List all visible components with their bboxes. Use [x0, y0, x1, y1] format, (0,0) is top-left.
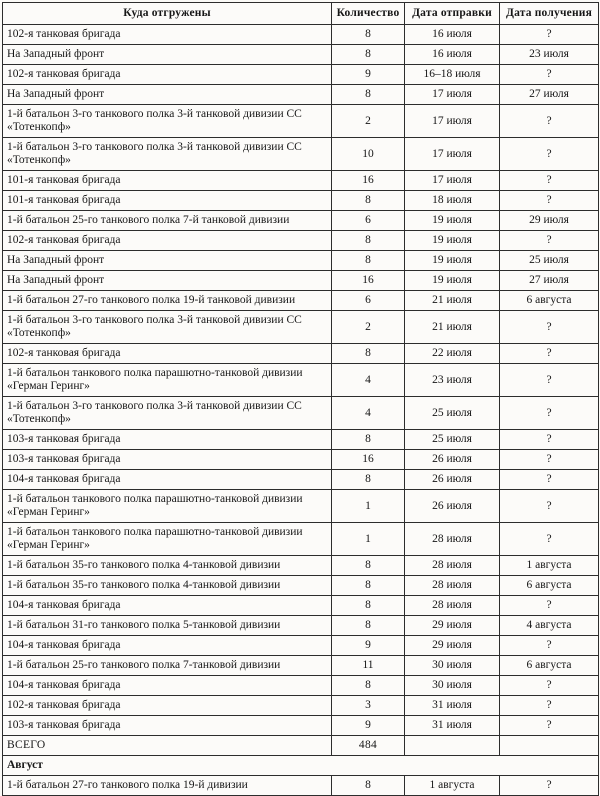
- cell-quantity: 2: [332, 311, 405, 344]
- cell-date-received: ?: [500, 430, 599, 450]
- table-row: [3, 65, 599, 85]
- table-row: [3, 470, 599, 490]
- table-row: [3, 576, 599, 596]
- table-row: [3, 776, 599, 796]
- cell-date-sent: 28 июля: [405, 596, 500, 616]
- section-row: [3, 756, 599, 776]
- table-row: [3, 656, 599, 676]
- cell-quantity: 16: [332, 271, 405, 291]
- cell-date-received: ?: [500, 364, 599, 397]
- cell-destination: 1-й батальон 27-го танкового полка 19-й танковой дивизии: [3, 291, 332, 311]
- cell-date-sent: 28 июля: [405, 523, 500, 556]
- cell-date-sent: 23 июля: [405, 364, 500, 397]
- cell-quantity: 8: [332, 344, 405, 364]
- table-row: [3, 105, 599, 138]
- cell-destination: 104-я танковая бригада: [3, 470, 332, 490]
- cell-date-sent: 28 июля: [405, 576, 500, 596]
- cell-date-received: ?: [500, 696, 599, 716]
- cell-date-sent: 28 июля: [405, 556, 500, 576]
- cell-quantity: 8: [332, 251, 405, 271]
- cell-date-received: ?: [500, 25, 599, 45]
- cell-quantity: 16: [332, 450, 405, 470]
- cell-destination: На Западный фронт: [3, 271, 332, 291]
- col-header-quantity: Количество: [332, 3, 405, 25]
- table-row: [3, 85, 599, 105]
- table-row: [3, 271, 599, 291]
- table-row: [3, 616, 599, 636]
- table-row: [3, 311, 599, 344]
- cell-destination: 1-й батальон 35-го танкового полка 4-танковой дивизии: [3, 576, 332, 596]
- table-row: [3, 251, 599, 271]
- cell-date-sent: 25 июля: [405, 397, 500, 430]
- cell-date-sent: 17 июля: [405, 138, 500, 171]
- cell-destination: 103-я танковая бригада: [3, 716, 332, 736]
- table-row: [3, 191, 599, 211]
- table-row: [3, 450, 599, 470]
- cell-quantity: 8: [332, 45, 405, 65]
- cell-destination: На Западный фронт: [3, 251, 332, 271]
- cell-destination: 104-я танковая бригада: [3, 676, 332, 696]
- table-row: [3, 696, 599, 716]
- col-header-date-sent: Дата отправки: [405, 3, 500, 25]
- cell-date-received: ?: [500, 171, 599, 191]
- cell-date-received: 25 июля: [500, 251, 599, 271]
- cell-date-sent: 17 июля: [405, 85, 500, 105]
- cell-quantity: 4: [332, 397, 405, 430]
- total-row: [3, 736, 599, 756]
- cell-date-sent: 26 июля: [405, 470, 500, 490]
- cell-quantity: 3: [332, 696, 405, 716]
- cell-quantity: 8: [332, 85, 405, 105]
- table-row: [3, 211, 599, 231]
- cell-date-sent: 31 июля: [405, 696, 500, 716]
- cell-quantity: 8: [332, 616, 405, 636]
- cell-quantity: 8: [332, 231, 405, 251]
- cell-date-received: ?: [500, 716, 599, 736]
- table-row: [3, 291, 599, 311]
- cell-quantity: 6: [332, 291, 405, 311]
- cell-destination: 101-я танковая бригада: [3, 171, 332, 191]
- cell-date-received: 29 июля: [500, 211, 599, 231]
- table-row: [3, 397, 599, 430]
- cell-destination: 1-й батальон 25-го танкового полка 7-танковой дивизии: [3, 656, 332, 676]
- cell-date-sent: 25 июля: [405, 430, 500, 450]
- col-header-destination: Куда отгружены: [3, 3, 332, 25]
- cell-destination: 1-й батальон 27-го танкового полка 19-й дивизии: [3, 776, 332, 796]
- table-row: [3, 344, 599, 364]
- cell-date-received: ?: [500, 596, 599, 616]
- cell-date-sent: 1 августа: [405, 776, 500, 796]
- cell-quantity: 8: [332, 191, 405, 211]
- cell-date-received: 6 августа: [500, 291, 599, 311]
- cell-date-sent: 18 июля: [405, 191, 500, 211]
- cell-destination: 1-й батальон танкового полка парашютно-танковой дивизии «Герман Геринг»: [3, 364, 332, 397]
- cell-destination: 102-я танковая бригада: [3, 65, 332, 85]
- cell-date-sent: 19 июля: [405, 271, 500, 291]
- cell-date-received: 6 августа: [500, 576, 599, 596]
- table-row: [3, 364, 599, 397]
- cell-quantity: 9: [332, 636, 405, 656]
- cell-quantity: 8: [332, 596, 405, 616]
- cell-destination: 1-й батальон 31-го танкового полка 5-танковой дивизии: [3, 616, 332, 636]
- cell-date-sent: 19 июля: [405, 251, 500, 271]
- cell-date-received: ?: [500, 105, 599, 138]
- col-header-date-received: Дата получения: [500, 3, 599, 25]
- cell-date-received: ?: [500, 470, 599, 490]
- table-row: [3, 430, 599, 450]
- cell-quantity: 6: [332, 211, 405, 231]
- cell-date-sent: 30 июля: [405, 656, 500, 676]
- cell-date-received: ?: [500, 311, 599, 344]
- cell-quantity: 484: [332, 736, 405, 756]
- cell-destination: 1-й батальон 3-го танкового полка 3-й танковой дивизии СС «Тотенкопф»: [3, 138, 332, 171]
- cell-date-sent: [405, 736, 500, 756]
- cell-date-sent: 21 июля: [405, 311, 500, 344]
- table-row: [3, 523, 599, 556]
- cell-destination: 103-я танковая бригада: [3, 430, 332, 450]
- cell-date-sent: 19 июля: [405, 231, 500, 251]
- cell-destination: 102-я танковая бригада: [3, 344, 332, 364]
- cell-destination: 1-й батальон 25-го танкового полка 7-й танковой дивизии: [3, 211, 332, 231]
- cell-date-received: ?: [500, 636, 599, 656]
- cell-destination: 1-й батальон 3-го танкового полка 3-й танковой дивизии СС «Тотенкопф»: [3, 311, 332, 344]
- cell-quantity: 8: [332, 25, 405, 45]
- cell-date-received: ?: [500, 523, 599, 556]
- table-row: [3, 138, 599, 171]
- cell-date-received: 1 августа: [500, 556, 599, 576]
- cell-date-sent: 16 июля: [405, 45, 500, 65]
- cell-date-sent: 19 июля: [405, 211, 500, 231]
- table-row: [3, 676, 599, 696]
- cell-destination: 1-й батальон танкового полка парашютно-танковой дивизии «Герман Геринг»: [3, 523, 332, 556]
- shipment-table-header: [3, 3, 599, 25]
- cell-date-received: 27 июля: [500, 85, 599, 105]
- cell-destination: 1-й батальон 3-го танкового полка 3-й танковой дивизии СС «Тотенкопф»: [3, 397, 332, 430]
- cell-destination: 1-й батальон 3-го танкового полка 3-й танковой дивизии СС «Тотенкопф»: [3, 105, 332, 138]
- cell-destination: 1-й батальон танкового полка парашютно-танковой дивизии «Герман Геринг»: [3, 490, 332, 523]
- cell-date-received: ?: [500, 344, 599, 364]
- cell-date-received: 4 августа: [500, 616, 599, 636]
- cell-destination: На Западный фронт: [3, 45, 332, 65]
- cell-date-received: ?: [500, 138, 599, 171]
- cell-date-sent: 30 июля: [405, 676, 500, 696]
- cell-date-received: ?: [500, 776, 599, 796]
- cell-date-received: ?: [500, 231, 599, 251]
- cell-date-received: [500, 736, 599, 756]
- cell-destination: 1-й батальон 35-го танкового полка 4-танковой дивизии: [3, 556, 332, 576]
- cell-date-received: ?: [500, 65, 599, 85]
- cell-quantity: 1: [332, 523, 405, 556]
- table-row: [3, 45, 599, 65]
- cell-destination: 101-я танковая бригада: [3, 191, 332, 211]
- cell-quantity: 16: [332, 171, 405, 191]
- cell-destination: 102-я танковая бригада: [3, 231, 332, 251]
- cell-quantity: 8: [332, 556, 405, 576]
- table-row: [3, 556, 599, 576]
- cell-quantity: 11: [332, 656, 405, 676]
- cell-destination: ВСЕГО: [3, 736, 332, 756]
- table-row: [3, 636, 599, 656]
- cell-date-sent: 16 июля: [405, 25, 500, 45]
- table-row: [3, 25, 599, 45]
- cell-quantity: 1: [332, 490, 405, 523]
- table-row: [3, 716, 599, 736]
- cell-quantity: 9: [332, 716, 405, 736]
- cell-date-sent: 31 июля: [405, 716, 500, 736]
- table-row: [3, 596, 599, 616]
- cell-date-sent: 26 июля: [405, 490, 500, 523]
- cell-quantity: 10: [332, 138, 405, 171]
- shipment-table: [2, 2, 599, 796]
- cell-quantity: 8: [332, 430, 405, 450]
- cell-destination: 103-я танковая бригада: [3, 450, 332, 470]
- section-label: Август: [3, 756, 599, 776]
- cell-date-sent: 26 июля: [405, 450, 500, 470]
- cell-quantity: 8: [332, 576, 405, 596]
- shipment-table-body: [3, 25, 599, 796]
- cell-date-sent: 16–18 июля: [405, 65, 500, 85]
- cell-destination: 102-я танковая бригада: [3, 696, 332, 716]
- cell-date-sent: 29 июля: [405, 616, 500, 636]
- cell-date-received: 27 июля: [500, 271, 599, 291]
- cell-date-sent: 21 июля: [405, 291, 500, 311]
- cell-quantity: 4: [332, 364, 405, 397]
- cell-date-received: ?: [500, 397, 599, 430]
- cell-date-received: 23 июля: [500, 45, 599, 65]
- table-row: [3, 231, 599, 251]
- cell-date-received: ?: [500, 450, 599, 470]
- cell-destination: 104-я танковая бригада: [3, 596, 332, 616]
- cell-date-sent: 29 июля: [405, 636, 500, 656]
- cell-quantity: 8: [332, 470, 405, 490]
- cell-quantity: 9: [332, 65, 405, 85]
- cell-date-sent: 17 июля: [405, 171, 500, 191]
- cell-date-sent: 22 июля: [405, 344, 500, 364]
- cell-quantity: 2: [332, 105, 405, 138]
- cell-destination: На Западный фронт: [3, 85, 332, 105]
- cell-quantity: 8: [332, 776, 405, 796]
- cell-destination: 104-я танковая бригада: [3, 636, 332, 656]
- header-row: [3, 3, 599, 25]
- table-row: [3, 490, 599, 523]
- cell-destination: 102-я танковая бригада: [3, 25, 332, 45]
- cell-date-received: 6 августа: [500, 656, 599, 676]
- cell-date-sent: 17 июля: [405, 105, 500, 138]
- cell-date-received: ?: [500, 490, 599, 523]
- cell-date-received: ?: [500, 676, 599, 696]
- cell-quantity: 8: [332, 676, 405, 696]
- cell-date-received: ?: [500, 191, 599, 211]
- table-row: [3, 171, 599, 191]
